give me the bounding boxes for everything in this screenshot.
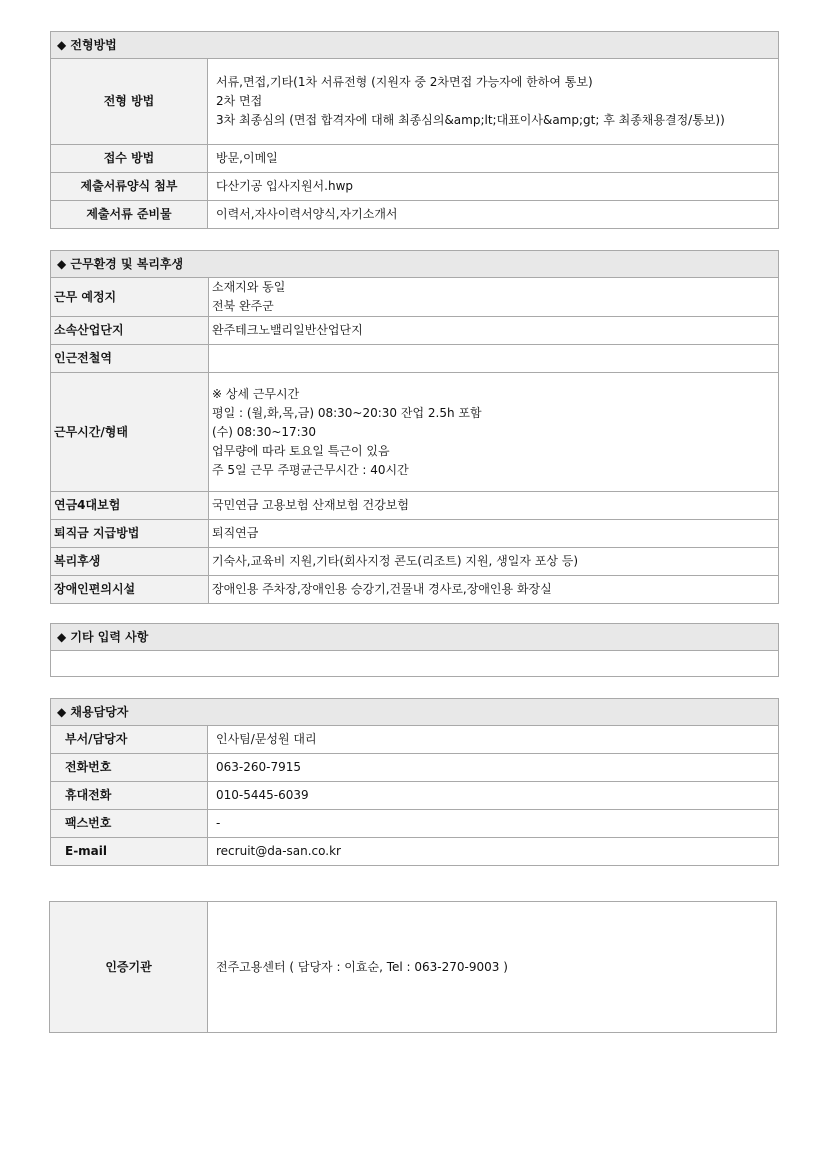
form-attachment-label: 제출서류양식 첨부 xyxy=(51,173,208,201)
nearby-station-label: 인근전철역 xyxy=(51,345,209,373)
application-method-value: 방문,이메일 xyxy=(208,145,779,173)
certification-table xyxy=(49,901,777,1033)
email-label: E-mail xyxy=(51,838,208,866)
welfare-label: 복리후생 xyxy=(51,548,209,576)
industrial-complex-value: 완주테크노밸리일반산업단지 xyxy=(209,317,779,345)
mobile-label: 휴대전화 xyxy=(51,782,208,810)
selection-method-value: 서류,면접,기타(1차 서류전형 (지원자 중 2차면접 가능자에 한하여 통보) 2차 면접 3차 최종심의 (면접 합격자에 대해 최종심의&amp;lt;대표이사&amp;gt; 후 최종채용결정/통보)) xyxy=(208,59,779,145)
certification-value: 전주고용센터 ( 담당자 : 이효순, Tel : 063-270-9003 ) xyxy=(208,902,777,1033)
required-documents-value: 이력서,자사이력서양식,자기소개서 xyxy=(208,201,779,229)
etc-content xyxy=(51,651,779,677)
phone-value: 063-260-7915 xyxy=(208,754,779,782)
work-environment-section-title: ◆ 근무환경 및 복리후생 xyxy=(51,251,779,278)
work-location-value: 소재지와 동일 전북 완주군 xyxy=(209,278,779,317)
fax-label: 팩스번호 xyxy=(51,810,208,838)
form-attachment-link[interactable]: 다산기공 입사지원서.hwp xyxy=(208,173,779,201)
contact-section-title: ◆ 채용담당자 xyxy=(51,699,779,726)
etc-table xyxy=(50,623,779,677)
severance-value: 퇴직연금 xyxy=(209,520,779,548)
contact-table xyxy=(50,698,779,866)
mobile-value: 010-5445-6039 xyxy=(208,782,779,810)
selection-method-section-title: ◆ 전형방법 xyxy=(51,32,779,59)
accessibility-label: 장애인편의시설 xyxy=(51,576,209,604)
required-documents-label: 제출서류 준비물 xyxy=(51,201,208,229)
application-method-label: 접수 방법 xyxy=(51,145,208,173)
certification-label: 인증기관 xyxy=(50,902,208,1033)
department-value: 인사팀/문성원 대리 xyxy=(208,726,779,754)
etc-section-title: ◆ 기타 입력 사항 xyxy=(51,624,779,651)
severance-label: 퇴직금 지급방법 xyxy=(51,520,209,548)
selection-method-table xyxy=(50,31,779,229)
insurance-label: 연금4대보험 xyxy=(51,492,209,520)
email-link[interactable]: recruit@da-san.co.kr xyxy=(208,838,779,866)
work-environment-table xyxy=(50,250,779,604)
nearby-station-value xyxy=(209,345,779,373)
industrial-complex-label: 소속산업단지 xyxy=(51,317,209,345)
fax-value: - xyxy=(208,810,779,838)
department-label: 부서/담당자 xyxy=(51,726,208,754)
phone-label: 전화번호 xyxy=(51,754,208,782)
selection-method-label: 전형 방법 xyxy=(51,59,208,145)
work-hours-value: ※ 상세 근무시간 평일 : (월,화,목,금) 08:30~20:30 잔업 2.5h 포함 (수) 08:30~17:30 업무량에 따라 토요일 특근이 있음 주 5일 근무 주평균근무시간 : 40시간 xyxy=(209,373,779,492)
accessibility-value: 장애인용 주차장,장애인용 승강기,건물내 경사로,장애인용 화장실 xyxy=(209,576,779,604)
work-location-label: 근무 예정지 xyxy=(51,278,209,317)
insurance-value: 국민연금 고용보험 산재보험 건강보험 xyxy=(209,492,779,520)
welfare-value: 기숙사,교육비 지원,기타(회사지정 콘도(리조트) 지원, 생일자 포상 등) xyxy=(209,548,779,576)
work-hours-label: 근무시간/형태 xyxy=(51,373,209,492)
